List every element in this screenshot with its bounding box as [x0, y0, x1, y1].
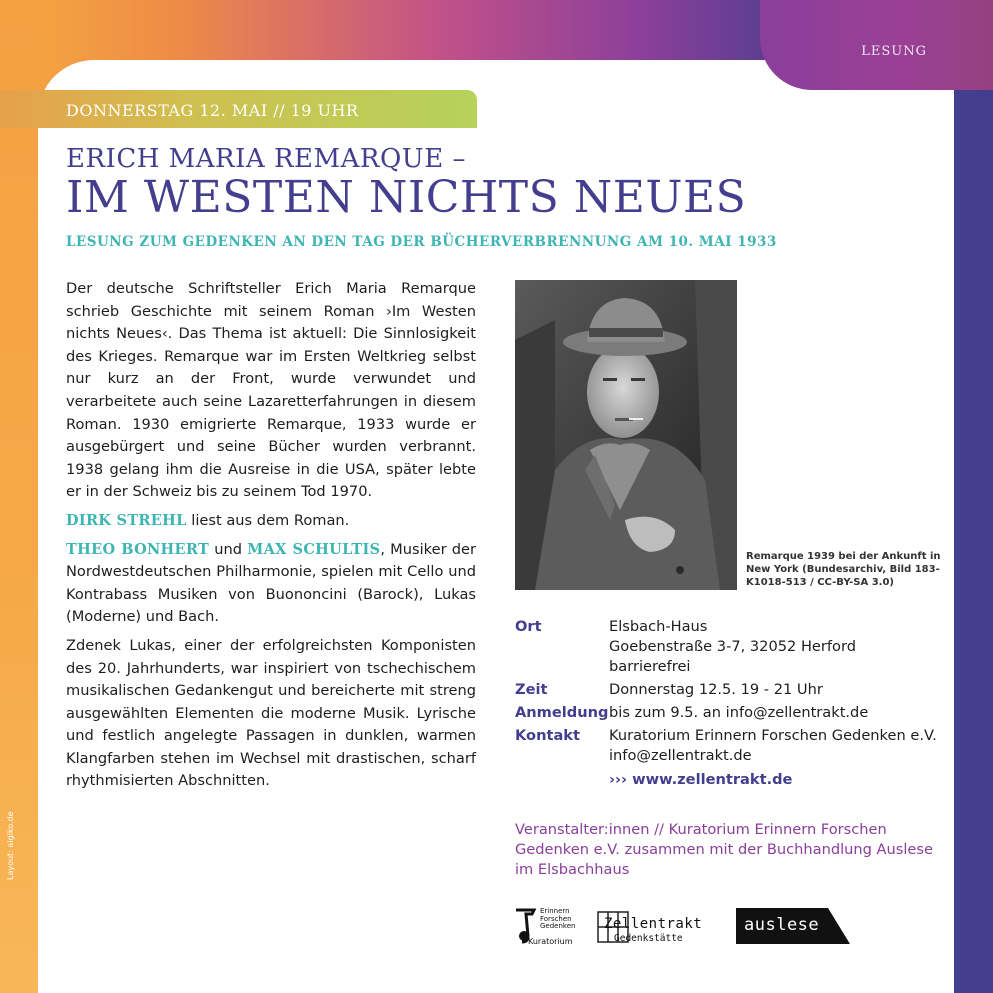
- kontakt-value: [609, 726, 945, 790]
- zeit-label: Zeit: [515, 681, 548, 698]
- venue-name: Elsbach-Haus: [609, 618, 708, 635]
- auslese-word: auslese: [744, 915, 820, 935]
- kuratorium-line-1: Erinnern: [540, 907, 570, 915]
- ort-label: Ort: [515, 618, 542, 635]
- kontakt-email[interactable]: info@zellentrakt.de: [609, 747, 752, 764]
- anmeldung-value: bis zum 9.5. an info@zellentrakt.de: [609, 704, 869, 721]
- remarque-photo: [515, 280, 737, 590]
- info-row-kontakt: [515, 726, 945, 790]
- portrait-image: [515, 280, 737, 590]
- kontakt-label: Kontakt: [515, 727, 580, 744]
- event-info: [515, 617, 945, 793]
- info-row-zeit: [515, 680, 945, 700]
- kuratorium-logo: [514, 906, 574, 948]
- kuratorium-word: Kuratorium: [528, 937, 573, 946]
- category-tab: [760, 0, 993, 90]
- musician-connector: und: [209, 540, 248, 558]
- kuratorium-lines: [540, 908, 575, 931]
- paragraph-musicians: [66, 539, 476, 629]
- venue-accessibility: barrierefrei: [609, 658, 691, 675]
- anmeldung-label: Anmeldung: [515, 704, 609, 721]
- website-link[interactable]: ››› www.zellentrakt.de: [609, 771, 793, 788]
- photo-caption: Remarque 1939 bei der Ankunft in New York (Bundesarchiv, Bild 183-K1018-513 / CC-BY-SA 3.0): [746, 551, 941, 588]
- venue-address: Goebenstraße 3-7, 32052 Herford: [609, 638, 856, 655]
- organizer-note: Veranstalter:innen // Kuratorium Erinnern Forschen Gedenken e.V. zusammen mit der Buchhandlung Auslese im Elsbachhaus: [515, 821, 933, 878]
- musician-2-name: MAX SCHULTIS: [247, 540, 381, 558]
- category-label: LESUNG: [861, 44, 927, 59]
- zellentrakt-logo: [596, 910, 712, 946]
- kuratorium-line-2: Forschen: [540, 914, 572, 923]
- zellentrakt-word: Zellentrakt: [604, 916, 703, 932]
- layout-credit: Layout: aigiko.de: [6, 811, 15, 880]
- paragraph-reader: [66, 510, 476, 533]
- paragraph-lukas: Zdenek Lukas, einer der erfolgreichsten Komponisten des 20. Jahrhunderts, war inspiriert von tschechischem musikalischen Gedankengut und bereicherte mit streng ausgewählten Elementen die moderne Musik. Lyrische und festlich angelegte Passagen in dunklen, warmen Klangfarben stehen im Wechsel mit drastischen, scharf rhythmisierten Abschnitten.: [66, 636, 476, 790]
- reader-name: DIRK STREHL: [66, 511, 187, 529]
- kontakt-organization: Kuratorium Erinnern Forschen Gedenken e.V.: [609, 727, 937, 744]
- musician-1-name: THEO BONHERT: [66, 540, 210, 558]
- zellentrakt-sub: Gedenkstätte: [614, 933, 683, 944]
- info-row-anmeldung: [515, 703, 945, 723]
- body-text: [66, 278, 476, 799]
- paragraph-intro: Der deutsche Schriftsteller Erich Maria Remarque schrieb Geschichte mit seinem Roman ›Im Westen nichts Neues‹. Das Thema ist aktuell: Die Sinnlosigkeit des Krieges. Remarque war im Ersten Weltkrieg selbst nur kurz an der Front, wurde verwundet und verarbeitete auch seine Lazaretterfahrungen in diesem Roman. 1930 emigrierte Remarque, 1933 wurde er ausgebürgert und seine Bücher wurden verbrannt. 1938 gelang ihm die Ausreise in die USA, später lebte er in der Schweiz bis zu seinem Tod 1970.: [66, 280, 476, 501]
- event-subtitle: LESUNG ZUM GEDENKEN AN DEN TAG DER BÜCHERVERBRENNUNG AM 10. MAI 1933: [66, 234, 777, 250]
- event-date: DONNERSTAG 12. MAI // 19 UHR: [66, 101, 359, 120]
- reader-text: liest aus dem Roman.: [186, 511, 350, 529]
- right-purple-band: [954, 0, 993, 993]
- title-work: IM WESTEN NICHTS NEUES: [66, 172, 747, 223]
- musicians-text: , Musiker der Nordwestdeutschen Philharmonie, spielen mit Cello und Kontrabass Musiken von Buononcini (Barock), Lukas (Moderne) und Bach.: [66, 540, 476, 626]
- ort-value: [609, 617, 945, 677]
- auslese-logo: [736, 908, 850, 946]
- title-author: ERICH MARIA REMARQUE –: [66, 144, 466, 174]
- kuratorium-line-3: Gedenken: [540, 922, 576, 930]
- zeit-value: Donnerstag 12.5. 19 - 21 Uhr: [609, 681, 823, 698]
- info-row-ort: [515, 617, 945, 677]
